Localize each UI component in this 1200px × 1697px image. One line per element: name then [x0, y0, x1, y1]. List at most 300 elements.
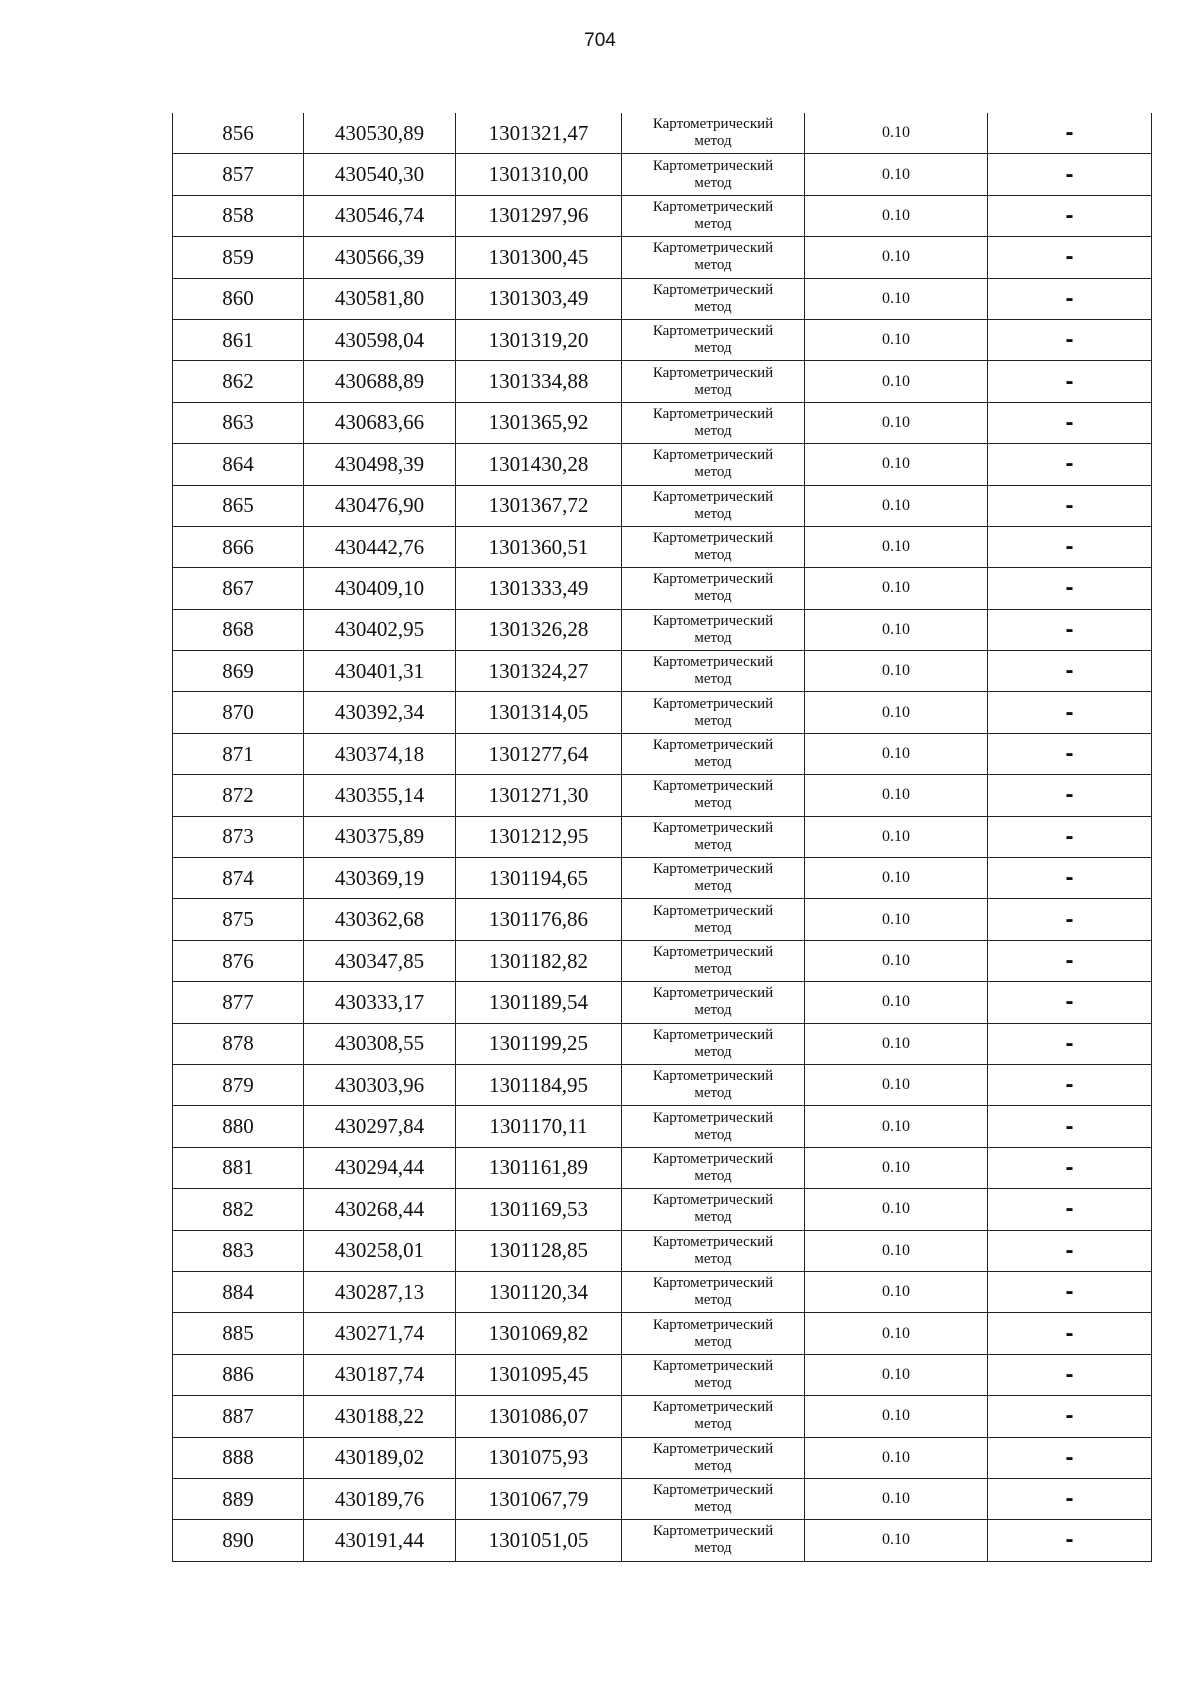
method-label-line1: Картометрический [652, 1399, 774, 1416]
note-cell: - [988, 816, 1152, 857]
method-cell [622, 1396, 805, 1437]
method-cell [622, 982, 805, 1023]
method-label-line2: метод [694, 1043, 732, 1060]
point-number-cell: 870 [173, 692, 304, 733]
method-cell [622, 651, 805, 692]
table-row [173, 361, 1152, 402]
point-number-cell: 885 [173, 1313, 304, 1354]
note-cell: - [988, 775, 1152, 816]
method-label-line2: метод [694, 133, 732, 150]
method-label-line1: Картометрический [652, 612, 774, 629]
method-label-line2: метод [694, 795, 732, 812]
point-number-cell: 861 [173, 319, 304, 360]
method-cell [622, 1023, 805, 1064]
accuracy-cell: 0.10 [805, 609, 988, 650]
y-coordinate-cell: 1301051,05 [456, 1520, 622, 1561]
y-coordinate-cell: 1301430,28 [456, 444, 622, 485]
note-cell: - [988, 1271, 1152, 1312]
y-coordinate-cell: 1301334,88 [456, 361, 622, 402]
method-label-line2: метод [694, 919, 732, 936]
method-label-line2: метод [694, 754, 732, 771]
point-number-cell: 860 [173, 278, 304, 319]
table-row [173, 1271, 1152, 1312]
point-number-cell: 863 [173, 402, 304, 443]
table-row [173, 1147, 1152, 1188]
point-number-cell: 884 [173, 1271, 304, 1312]
note-cell: - [988, 402, 1152, 443]
method-label-line2: метод [694, 257, 732, 274]
table-row [173, 899, 1152, 940]
method-cell [622, 692, 805, 733]
method-label-line2: метод [694, 174, 732, 191]
table-row [173, 1023, 1152, 1064]
method-cell [622, 1147, 805, 1188]
note-cell: - [988, 1313, 1152, 1354]
note-cell: - [988, 651, 1152, 692]
accuracy-cell: 0.10 [805, 982, 988, 1023]
y-coordinate-cell: 1301324,27 [456, 651, 622, 692]
y-coordinate-cell: 1301182,82 [456, 940, 622, 981]
x-coordinate-cell: 430540,30 [304, 154, 456, 195]
accuracy-cell: 0.10 [805, 1023, 988, 1064]
note-cell: - [988, 444, 1152, 485]
table-row [173, 485, 1152, 526]
method-cell [622, 278, 805, 319]
method-label-line1: Картометрический [652, 985, 774, 1002]
method-label-line1: Картометрический [652, 1440, 774, 1457]
method-cell [622, 1437, 805, 1478]
method-cell [622, 319, 805, 360]
accuracy-cell: 0.10 [805, 940, 988, 981]
method-label-line2: метод [694, 878, 732, 895]
method-cell [622, 568, 805, 609]
method-cell [622, 485, 805, 526]
y-coordinate-cell: 1301319,20 [456, 319, 622, 360]
y-coordinate-cell: 1301212,95 [456, 816, 622, 857]
method-label-line2: метод [694, 1126, 732, 1143]
method-cell [622, 1230, 805, 1271]
method-cell [622, 940, 805, 981]
x-coordinate-cell: 430688,89 [304, 361, 456, 402]
accuracy-cell: 0.10 [805, 1147, 988, 1188]
point-number-cell: 866 [173, 526, 304, 567]
accuracy-cell: 0.10 [805, 113, 988, 154]
note-cell: - [988, 1023, 1152, 1064]
note-cell: - [988, 1520, 1152, 1561]
note-cell: - [988, 278, 1152, 319]
method-label-line2: метод [694, 1167, 732, 1184]
note-cell: - [988, 982, 1152, 1023]
point-number-cell: 887 [173, 1396, 304, 1437]
method-label-line2: метод [694, 1416, 732, 1433]
accuracy-cell: 0.10 [805, 1064, 988, 1105]
table-row [173, 982, 1152, 1023]
x-coordinate-cell: 430308,55 [304, 1023, 456, 1064]
table-row [173, 775, 1152, 816]
method-label-line1: Картометрический [652, 1523, 774, 1540]
accuracy-cell: 0.10 [805, 444, 988, 485]
method-label-line2: метод [694, 1209, 732, 1226]
table-row [173, 858, 1152, 899]
accuracy-cell: 0.10 [805, 858, 988, 899]
point-number-cell: 857 [173, 154, 304, 195]
x-coordinate-cell: 430268,44 [304, 1189, 456, 1230]
method-label-line1: Картометрический [652, 902, 774, 919]
method-label-line1: Картометрический [652, 1357, 774, 1374]
table-row [173, 692, 1152, 733]
point-number-cell: 879 [173, 1064, 304, 1105]
method-label-line2: метод [694, 298, 732, 315]
table-row [173, 402, 1152, 443]
accuracy-cell: 0.10 [805, 1396, 988, 1437]
note-cell: - [988, 899, 1152, 940]
method-label-line2: метод [694, 1499, 732, 1516]
method-cell [622, 1106, 805, 1147]
accuracy-cell: 0.10 [805, 568, 988, 609]
y-coordinate-cell: 1301333,49 [456, 568, 622, 609]
method-label-line2: метод [694, 215, 732, 232]
table-row [173, 154, 1152, 195]
y-coordinate-cell: 1301321,47 [456, 113, 622, 154]
x-coordinate-cell: 430187,74 [304, 1354, 456, 1395]
y-coordinate-cell: 1301297,96 [456, 195, 622, 236]
point-number-cell: 856 [173, 113, 304, 154]
method-label-line1: Картометрический [652, 778, 774, 795]
accuracy-cell: 0.10 [805, 1478, 988, 1519]
accuracy-cell: 0.10 [805, 319, 988, 360]
y-coordinate-cell: 1301271,30 [456, 775, 622, 816]
note-cell: - [988, 1189, 1152, 1230]
method-label-line1: Картометрический [652, 198, 774, 215]
x-coordinate-cell: 430402,95 [304, 609, 456, 650]
method-label-line1: Картометрический [652, 1026, 774, 1043]
x-coordinate-cell: 430546,74 [304, 195, 456, 236]
method-cell [622, 775, 805, 816]
x-coordinate-cell: 430271,74 [304, 1313, 456, 1354]
method-label-line2: метод [694, 1250, 732, 1267]
x-coordinate-cell: 430297,84 [304, 1106, 456, 1147]
method-label-line1: Картометрический [652, 1109, 774, 1126]
point-number-cell: 872 [173, 775, 304, 816]
x-coordinate-cell: 430287,13 [304, 1271, 456, 1312]
note-cell: - [988, 237, 1152, 278]
note-cell: - [988, 154, 1152, 195]
point-number-cell: 880 [173, 1106, 304, 1147]
point-number-cell: 881 [173, 1147, 304, 1188]
x-coordinate-cell: 430401,31 [304, 651, 456, 692]
table-row [173, 1189, 1152, 1230]
y-coordinate-cell: 1301161,89 [456, 1147, 622, 1188]
table-row [173, 319, 1152, 360]
method-label-line1: Картометрический [652, 695, 774, 712]
method-label-line1: Картометрический [652, 530, 774, 547]
table-row [173, 1064, 1152, 1105]
point-number-cell: 871 [173, 733, 304, 774]
point-number-cell: 874 [173, 858, 304, 899]
table-row [173, 1437, 1152, 1478]
x-coordinate-cell: 430476,90 [304, 485, 456, 526]
x-coordinate-cell: 430566,39 [304, 237, 456, 278]
x-coordinate-cell: 430347,85 [304, 940, 456, 981]
method-label-line2: метод [694, 547, 732, 564]
accuracy-cell: 0.10 [805, 651, 988, 692]
accuracy-cell: 0.10 [805, 1189, 988, 1230]
method-label-line1: Картометрический [652, 819, 774, 836]
method-cell [622, 733, 805, 774]
note-cell: - [988, 1147, 1152, 1188]
method-label-line1: Картометрический [652, 447, 774, 464]
x-coordinate-cell: 430258,01 [304, 1230, 456, 1271]
method-cell [622, 858, 805, 899]
coordinates-table [172, 113, 1152, 1562]
x-coordinate-cell: 430581,80 [304, 278, 456, 319]
accuracy-cell: 0.10 [805, 816, 988, 857]
note-cell: - [988, 1478, 1152, 1519]
accuracy-cell: 0.10 [805, 1106, 988, 1147]
x-coordinate-cell: 430189,76 [304, 1478, 456, 1519]
y-coordinate-cell: 1301300,45 [456, 237, 622, 278]
method-cell [622, 899, 805, 940]
x-coordinate-cell: 430333,17 [304, 982, 456, 1023]
point-number-cell: 882 [173, 1189, 304, 1230]
x-coordinate-cell: 430191,44 [304, 1520, 456, 1561]
note-cell: - [988, 113, 1152, 154]
method-label-line2: метод [694, 422, 732, 439]
point-number-cell: 875 [173, 899, 304, 940]
y-coordinate-cell: 1301277,64 [456, 733, 622, 774]
x-coordinate-cell: 430375,89 [304, 816, 456, 857]
point-number-cell: 858 [173, 195, 304, 236]
note-cell: - [988, 485, 1152, 526]
method-label-line2: метод [694, 1292, 732, 1309]
method-cell [622, 816, 805, 857]
y-coordinate-cell: 1301199,25 [456, 1023, 622, 1064]
accuracy-cell: 0.10 [805, 485, 988, 526]
method-label-line2: метод [694, 712, 732, 729]
method-cell [622, 402, 805, 443]
note-cell: - [988, 609, 1152, 650]
y-coordinate-cell: 1301067,79 [456, 1478, 622, 1519]
point-number-cell: 873 [173, 816, 304, 857]
accuracy-cell: 0.10 [805, 402, 988, 443]
method-cell [622, 195, 805, 236]
method-label-line1: Картометрический [652, 323, 774, 340]
method-label-line1: Картометрический [652, 654, 774, 671]
method-label-line2: метод [694, 464, 732, 481]
method-label-line1: Картометрический [652, 1316, 774, 1333]
method-label-line2: метод [694, 505, 732, 522]
method-cell [622, 361, 805, 402]
point-number-cell: 883 [173, 1230, 304, 1271]
x-coordinate-cell: 430355,14 [304, 775, 456, 816]
point-number-cell: 888 [173, 1437, 304, 1478]
table-row [173, 940, 1152, 981]
x-coordinate-cell: 430369,19 [304, 858, 456, 899]
accuracy-cell: 0.10 [805, 1437, 988, 1478]
note-cell: - [988, 526, 1152, 567]
point-number-cell: 867 [173, 568, 304, 609]
point-number-cell: 865 [173, 485, 304, 526]
accuracy-cell: 0.10 [805, 195, 988, 236]
note-cell: - [988, 1106, 1152, 1147]
x-coordinate-cell: 430374,18 [304, 733, 456, 774]
point-number-cell: 859 [173, 237, 304, 278]
method-cell [622, 113, 805, 154]
x-coordinate-cell: 430683,66 [304, 402, 456, 443]
method-label-line2: метод [694, 588, 732, 605]
y-coordinate-cell: 1301365,92 [456, 402, 622, 443]
y-coordinate-cell: 1301120,34 [456, 1271, 622, 1312]
table-row [173, 1230, 1152, 1271]
table-row [173, 1313, 1152, 1354]
accuracy-cell: 0.10 [805, 899, 988, 940]
method-cell [622, 444, 805, 485]
x-coordinate-cell: 430442,76 [304, 526, 456, 567]
method-label-line2: метод [694, 381, 732, 398]
method-label-line2: метод [694, 1085, 732, 1102]
method-cell [622, 237, 805, 278]
method-cell [622, 1189, 805, 1230]
table-row [173, 1106, 1152, 1147]
y-coordinate-cell: 1301086,07 [456, 1396, 622, 1437]
point-number-cell: 886 [173, 1354, 304, 1395]
method-cell [622, 609, 805, 650]
method-label-line1: Картометрический [652, 1275, 774, 1292]
y-coordinate-cell: 1301194,65 [456, 858, 622, 899]
accuracy-cell: 0.10 [805, 154, 988, 195]
table-row [173, 1520, 1152, 1561]
y-coordinate-cell: 1301069,82 [456, 1313, 622, 1354]
method-label-line2: метод [694, 836, 732, 853]
accuracy-cell: 0.10 [805, 733, 988, 774]
accuracy-cell: 0.10 [805, 775, 988, 816]
point-number-cell: 862 [173, 361, 304, 402]
method-cell [622, 1271, 805, 1312]
table-row [173, 1478, 1152, 1519]
method-label-line1: Картометрический [652, 944, 774, 960]
method-cell [622, 1313, 805, 1354]
y-coordinate-cell: 1301095,45 [456, 1354, 622, 1395]
accuracy-cell: 0.10 [805, 361, 988, 402]
accuracy-cell: 0.10 [805, 526, 988, 567]
note-cell: - [988, 692, 1152, 733]
method-cell [622, 1478, 805, 1519]
method-label-line1: Картометрический [652, 240, 774, 257]
x-coordinate-cell: 430188,22 [304, 1396, 456, 1437]
x-coordinate-cell: 430530,89 [304, 113, 456, 154]
y-coordinate-cell: 1301075,93 [456, 1437, 622, 1478]
method-label-line2: метод [694, 340, 732, 357]
table-row [173, 113, 1152, 154]
method-label-line1: Картометрический [652, 488, 774, 505]
method-label-line2: метод [694, 1333, 732, 1350]
y-coordinate-cell: 1301310,00 [456, 154, 622, 195]
note-cell: - [988, 858, 1152, 899]
accuracy-cell: 0.10 [805, 237, 988, 278]
y-coordinate-cell: 1301184,95 [456, 1064, 622, 1105]
method-cell [622, 1354, 805, 1395]
method-label-line1: Картометрический [652, 1233, 774, 1250]
accuracy-cell: 0.10 [805, 1520, 988, 1561]
point-number-cell: 869 [173, 651, 304, 692]
table-row [173, 195, 1152, 236]
table-row [173, 278, 1152, 319]
note-cell: - [988, 1437, 1152, 1478]
accuracy-cell: 0.10 [805, 1230, 988, 1271]
y-coordinate-cell: 1301367,72 [456, 485, 622, 526]
table-row [173, 526, 1152, 567]
note-cell: - [988, 195, 1152, 236]
x-coordinate-cell: 430294,44 [304, 1147, 456, 1188]
table-row [173, 237, 1152, 278]
method-label-line2: метод [694, 961, 732, 977]
y-coordinate-cell: 1301360,51 [456, 526, 622, 567]
method-label-line1: Картометрический [652, 737, 774, 754]
method-label-line2: метод [694, 1374, 732, 1391]
x-coordinate-cell: 430362,68 [304, 899, 456, 940]
method-label-line1: Картометрический [652, 116, 774, 133]
point-number-cell: 878 [173, 1023, 304, 1064]
point-number-cell: 889 [173, 1478, 304, 1519]
accuracy-cell: 0.10 [805, 1354, 988, 1395]
method-label-line2: метод [694, 671, 732, 688]
method-label-line1: Картометрический [652, 1192, 774, 1209]
method-label-line1: Картометрический [652, 405, 774, 422]
method-cell [622, 1520, 805, 1561]
method-label-line2: метод [694, 1540, 732, 1557]
note-cell: - [988, 361, 1152, 402]
method-label-line2: метод [694, 1457, 732, 1474]
y-coordinate-cell: 1301170,11 [456, 1106, 622, 1147]
method-label-line1: Картометрический [652, 157, 774, 174]
method-label-line2: метод [694, 629, 732, 646]
x-coordinate-cell: 430598,04 [304, 319, 456, 360]
method-label-line1: Картометрический [652, 1482, 774, 1499]
table-row [173, 444, 1152, 485]
point-number-cell: 864 [173, 444, 304, 485]
point-number-cell: 877 [173, 982, 304, 1023]
x-coordinate-cell: 430303,96 [304, 1064, 456, 1105]
note-cell: - [988, 568, 1152, 609]
y-coordinate-cell: 1301326,28 [456, 609, 622, 650]
page-number: 704 [584, 30, 616, 51]
x-coordinate-cell: 430409,10 [304, 568, 456, 609]
accuracy-cell: 0.10 [805, 278, 988, 319]
x-coordinate-cell: 430498,39 [304, 444, 456, 485]
method-label-line1: Картометрический [652, 1150, 774, 1167]
note-cell: - [988, 940, 1152, 981]
y-coordinate-cell: 1301176,86 [456, 899, 622, 940]
note-cell: - [988, 1396, 1152, 1437]
point-number-cell: 876 [173, 940, 304, 981]
method-label-line1: Картометрический [652, 281, 774, 298]
method-cell [622, 154, 805, 195]
table-row [173, 733, 1152, 774]
y-coordinate-cell: 1301169,53 [456, 1189, 622, 1230]
method-cell [622, 1064, 805, 1105]
method-label-line1: Картометрический [652, 571, 774, 588]
method-cell [622, 526, 805, 567]
table-row [173, 816, 1152, 857]
point-number-cell: 890 [173, 1520, 304, 1561]
point-number-cell: 868 [173, 609, 304, 650]
note-cell: - [988, 1064, 1152, 1105]
method-label-line1: Картометрический [652, 861, 774, 878]
accuracy-cell: 0.10 [805, 1313, 988, 1354]
table-row [173, 1396, 1152, 1437]
coordinates-table-body [173, 113, 1152, 1561]
x-coordinate-cell: 430392,34 [304, 692, 456, 733]
